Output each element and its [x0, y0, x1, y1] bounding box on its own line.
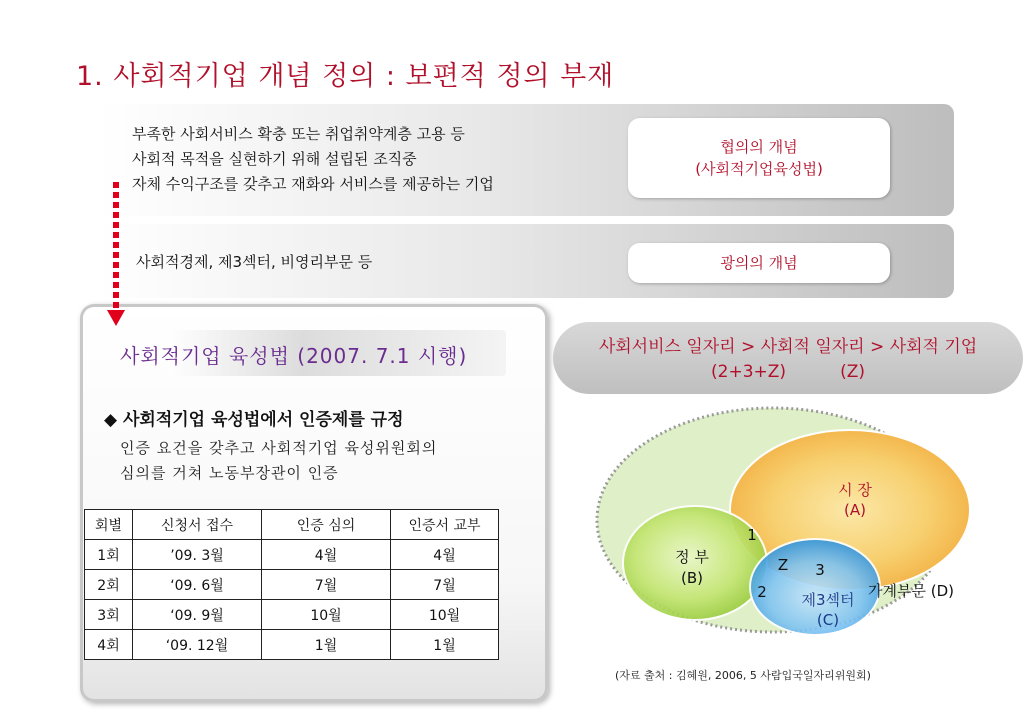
overlap-z-label: Z	[777, 556, 789, 574]
table-cell: 10월	[262, 600, 391, 630]
table-row	[85, 570, 499, 600]
table-cell: ‘09. 9월	[133, 600, 262, 630]
table-cell: 4월	[262, 540, 391, 570]
table-cell: 4회	[85, 630, 133, 660]
table-row	[85, 540, 499, 570]
table-cell: ’09. 3월	[133, 540, 262, 570]
source-citation: (자료 출처 : 김혜원, 2006, 5 사람입국일자리위원회)	[615, 669, 871, 682]
table-header: 신청서 접수	[133, 510, 262, 540]
broad-definition-label: 광의의 개념	[628, 243, 890, 283]
table-cell: 1월	[262, 630, 391, 660]
table-cell: ‘09. 12월	[133, 630, 262, 660]
table-cell: 10월	[391, 600, 499, 630]
table-cell: 7월	[391, 570, 499, 600]
third-sector-code: (C)	[816, 611, 840, 629]
narrow-label-sub: (사회적기업육성법)	[695, 160, 823, 178]
government-label: 정 부	[675, 548, 709, 566]
certification-table	[84, 509, 499, 660]
table-header: 인증서 교부	[391, 510, 499, 540]
overlap-1-label: 1	[747, 526, 757, 544]
sector-venn-diagram	[590, 400, 1010, 650]
law-desc-line: 심의를 거쳐 노동부장관이 인증	[120, 464, 339, 482]
overlap-3-label: 3	[815, 561, 825, 579]
third-sector-circle	[750, 539, 880, 635]
table-cell: 7월	[262, 570, 391, 600]
household-label: 가계부문 (D)	[868, 582, 954, 600]
dotted-connector	[113, 182, 119, 310]
table-header-row	[85, 510, 499, 540]
third-sector-label: 제3섹터	[801, 591, 855, 609]
table-row	[85, 600, 499, 630]
narrow-line: 사회적 목적을 실현하기 위해 설립된 조직중	[132, 150, 417, 168]
broad-definition-text: 사회적경제, 제3섹터, 비영리부문 등	[136, 253, 373, 271]
table-cell: 1월	[391, 630, 499, 660]
market-label: 시 장	[838, 481, 872, 499]
table-header: 회별	[85, 510, 133, 540]
table-cell: 1회	[85, 540, 133, 570]
job-ratio-line: 사회서비스 일자리 > 사회적 일자리 > 사회적 기업	[598, 337, 978, 357]
narrow-line: 부족한 사회서비스 확충 또는 취업취약계층 고용 등	[132, 125, 465, 143]
table-cell: 2회	[85, 570, 133, 600]
table-cell: ‘09. 6월	[133, 570, 262, 600]
law-bullet: ◆ 사회적기업 육성법에서 인증제를 규정	[104, 410, 404, 430]
table-row	[85, 630, 499, 660]
table-cell: 4월	[391, 540, 499, 570]
job-ratio-formula: (2+3+Z) (Z)	[711, 362, 865, 382]
law-desc-line: 인증 요건을 갖추고 사회적기업 육성위원회의	[120, 439, 438, 457]
overlap-2-label: 2	[757, 583, 767, 601]
narrow-line: 자체 수익구조를 갖추고 재화와 서비스를 제공하는 기업	[132, 175, 494, 193]
narrow-definition-label	[628, 118, 890, 198]
government-code: (B)	[681, 569, 703, 587]
law-description	[120, 436, 437, 486]
table-header: 인증 심의	[262, 510, 391, 540]
law-title: 사회적기업 육성법 (2007. 7.1 시행)	[120, 344, 468, 368]
page-title: 1. 사회적기업 개념 정의 : 보편적 정의 부재	[76, 61, 615, 92]
narrow-definition-text	[132, 122, 494, 197]
market-code: (A)	[844, 501, 866, 519]
arrow-down-icon	[107, 310, 125, 326]
narrow-label-title: 협의의 개념	[720, 138, 798, 156]
table-cell: 3회	[85, 600, 133, 630]
